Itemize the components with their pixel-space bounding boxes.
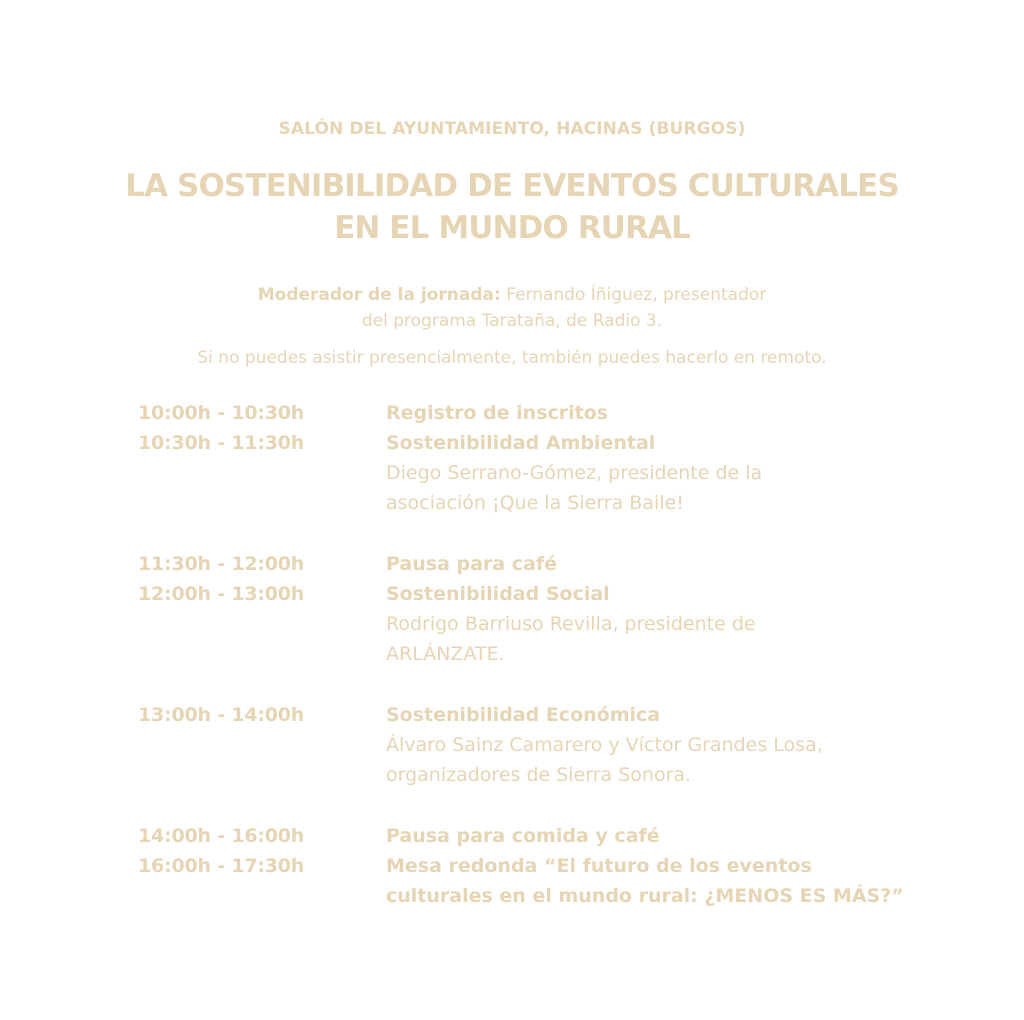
schedule-item: [138, 579, 968, 669]
schedule-event-desc: ARLÁNZATE.: [386, 643, 505, 665]
title-line-1: LA SOSTENIBILIDAD DE EVENTOS CULTURALES: [125, 168, 899, 204]
schedule-item: [138, 549, 968, 579]
schedule-time: 11:30h - 12:00h: [138, 553, 305, 575]
schedule-list: [138, 398, 968, 911]
schedule-event: [386, 428, 968, 518]
schedule-event-title: Pausa para café: [386, 553, 557, 575]
schedule-item: [138, 821, 968, 851]
schedule-time: 16:00h - 17:30h: [138, 855, 305, 877]
schedule-event-title: Sostenibilidad Económica: [386, 704, 661, 726]
schedule-item: [138, 428, 968, 518]
venue-label: SALÓN DEL AYUNTAMIENTO, HACINAS (BURGOS): [278, 119, 746, 139]
schedule-event-title: Sostenibilidad Ambiental: [386, 432, 656, 454]
schedule-item: [138, 851, 968, 911]
schedule-event-desc: asociación ¡Que la Sierra Baile!: [386, 492, 684, 514]
schedule-time: 10:30h - 11:30h: [138, 432, 305, 454]
moderator-name: Fernando Íñiguez, presentador: [506, 285, 767, 305]
schedule-event: [386, 821, 968, 851]
schedule-item: [138, 700, 968, 790]
remote-note: Si no puedes asistir presencialmente, también puedes hacerlo en remoto.: [197, 348, 827, 368]
title-line-2: EN EL MUNDO RURAL: [334, 210, 690, 246]
moderator-line-2: del programa Tarataña, de Radio 3.: [361, 311, 663, 331]
schedule-event-title: Pausa para comida y café: [386, 825, 660, 847]
schedule-event-desc: organizadores de Sierra Sonora.: [386, 764, 692, 786]
schedule-event: [386, 579, 968, 669]
schedule-item: [138, 398, 968, 428]
schedule-time: 12:00h - 13:00h: [138, 583, 305, 605]
schedule-time: 13:00h - 14:00h: [138, 704, 305, 726]
schedule-event-title-continued: culturales en el mundo rural: ¿MENOS ES MÁS?”: [386, 885, 904, 907]
schedule-event-desc: Diego Serrano-Gómez, presidente de la: [386, 462, 763, 484]
schedule-event-title: Mesa redonda “El futuro de los eventos: [386, 855, 812, 877]
schedule-event: [386, 398, 968, 428]
schedule-event: [386, 851, 968, 911]
schedule-event: [386, 549, 968, 579]
page-title: [0, 165, 1024, 249]
schedule-event-title: Registro de inscritos: [386, 402, 609, 424]
moderator-info: [0, 282, 1024, 334]
schedule-time: 10:00h - 10:30h: [138, 402, 305, 424]
schedule-event-title: Sostenibilidad Social: [386, 583, 610, 605]
schedule-event: [386, 700, 968, 790]
schedule-event-desc: Álvaro Sainz Camarero y Víctor Grandes Losa,: [386, 734, 823, 756]
moderator-line-1: [0, 282, 1024, 308]
schedule-time: 14:00h - 16:00h: [138, 825, 305, 847]
schedule-event-desc: Rodrigo Barriuso Revilla, presidente de: [386, 613, 756, 635]
moderator-label: Moderador de la jornada:: [257, 285, 501, 305]
